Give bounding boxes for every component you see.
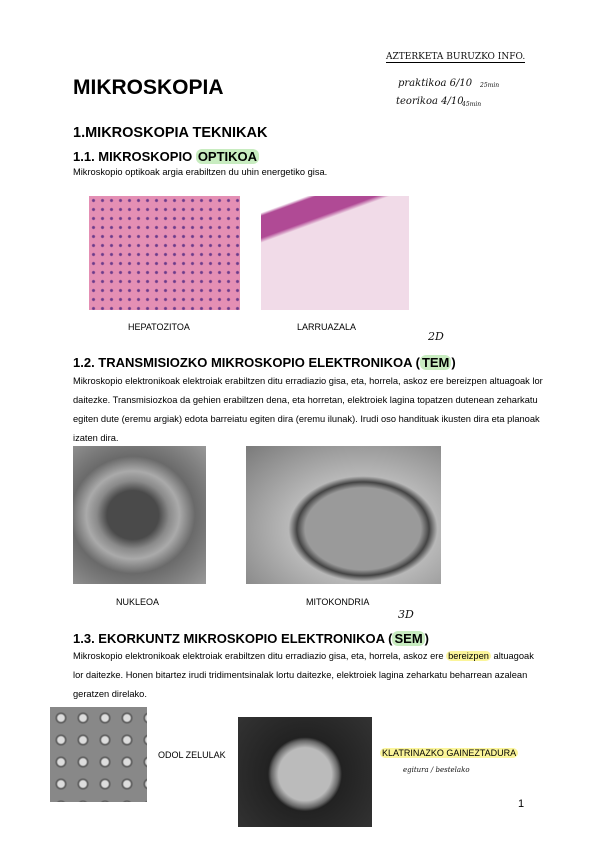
subsection-heading-tem	[73, 355, 456, 370]
image-caption: MITOKONDRIA	[306, 597, 370, 607]
page-number: 1	[518, 798, 525, 810]
subsection-heading-optical	[73, 149, 259, 164]
mitochondria-image	[246, 446, 441, 584]
heading-text: 1.2. TRANSMISIOZKO MIKROSKOPIO ELEKTRONIKOA (	[73, 355, 420, 370]
paragraph	[73, 647, 543, 704]
image-caption: LARRUAZALA	[297, 322, 357, 332]
handwritten-note-line1: praktikoa 6/10	[398, 78, 473, 89]
paragraph: Mikroskopio optikoak argia erabiltzen du uhin energetiko gisa.	[73, 167, 328, 177]
handwritten-note-time2: 45min	[462, 101, 482, 108]
page-title: MIKROSKOPIA	[73, 76, 224, 99]
highlighted-term: OPTIKOA	[197, 149, 258, 164]
image-caption: ODOL ZELULAK	[158, 750, 226, 760]
highlighted-term: TEM	[421, 355, 450, 370]
image-caption: NUKLEOA	[116, 597, 160, 607]
clathrin-coat-image	[238, 717, 372, 827]
image-caption: HEPATOZITOA	[128, 322, 190, 332]
handwritten-note-2d: 2D	[428, 330, 444, 343]
highlighted-term: SEM	[394, 631, 423, 646]
hepatocyte-image	[89, 196, 240, 310]
nucleus-image	[73, 446, 206, 584]
image-caption: KLATRINAZKO GAINEZTADURA	[382, 748, 517, 758]
text: altuagoak lor daitezke. Honen bitartez irudi tridimentsinalak lortu daitezke, elektroiek lagina zeharkatu beharrean azalean geratzen direlako.	[73, 651, 534, 699]
section-heading: 1.MIKROSKOPIA TEKNIKAK	[73, 125, 268, 141]
heading-text: 1.3. EKORKUNTZ MIKROSKOPIO ELEKTRONIKOA (	[73, 631, 393, 646]
skin-image	[261, 196, 409, 310]
handwritten-note-structure: egitura / bestelako	[403, 766, 470, 774]
handwritten-note-time1: 25min	[480, 82, 500, 89]
handwritten-note-title: AZTERKETA BURUZKO INFO.	[386, 52, 526, 62]
handwritten-note-line2: teorikoa 4/10	[396, 96, 464, 107]
heading-text: 1.1. MIKROSKOPIO	[73, 149, 196, 164]
subsection-heading-sem	[73, 631, 429, 646]
paragraph: Mikroskopio elektronikoak elektroiak erabiltzen ditu erradiazio gisa, eta, horrela, askoz ere bereizpen altuagoak lor daitezke. Transmisiozkoa da gehien erabiltzen dena, eta horretan, elektroiek lagina topatzen dutenean zeharkatu egiten dute (eremu argiak) edota barreiatu egiten dira (eremu ilunak). Irudi oso handituak ikusten dira eta planoak izaten dira.	[73, 376, 543, 443]
highlighted-text: bereizpen	[448, 651, 489, 661]
blood-cells-image	[50, 707, 147, 802]
heading-text: )	[424, 631, 429, 646]
text: Mikroskopio elektronikoak elektroiak erabiltzen ditu erradiazio gisa, eta, horrela, askoz ere	[73, 651, 447, 661]
heading-text: )	[451, 355, 456, 370]
handwritten-note-3d: 3D	[398, 608, 414, 621]
